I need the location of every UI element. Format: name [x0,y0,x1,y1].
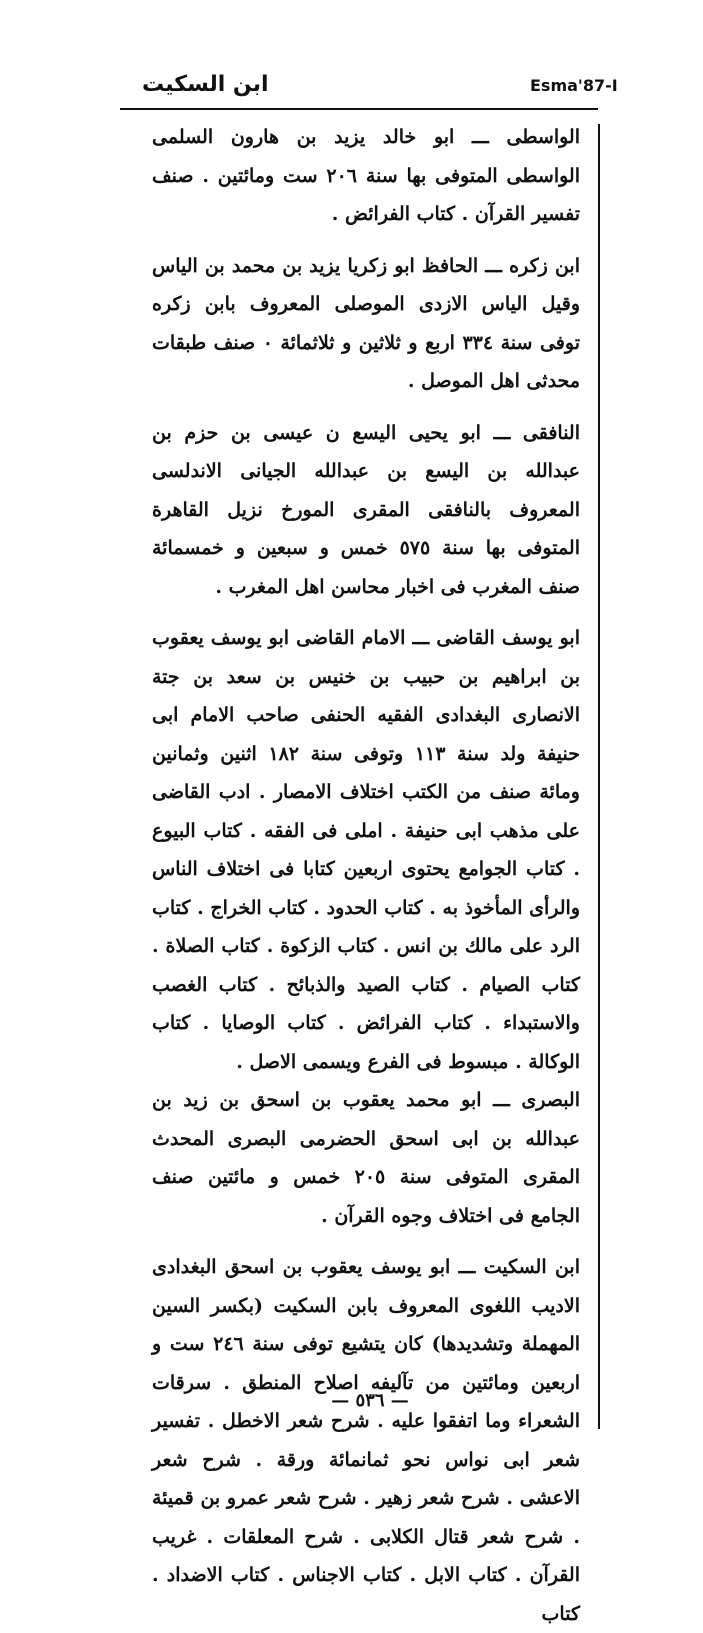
header-rule [120,108,598,110]
entry-basri: البصرى ـــ ابو محمد يعقوب بن اسحق بن زيد بن عبدالله بن ابى اسحق الحضرمى البصرى المحدث المقرى المتوفى سنة ٢٠٥ خمس و مائتين صنف الجامع فى اختلاف وجوه القرآن . [152,1089,580,1227]
entry-abu-yusuf-qadi: ابو يوسف القاضى ـــ الامام القاضى ابو يوسف يعقوب بن ابراهيم بن حبيب بن خنيس بن سعد بن جتة الانصارى البغدادى الفقيه الحنفى صاحب الامام ابى حنيفة ولد سنة ١١٣ وتوفى سنة ١٨٢ اثنين وثمانين ومائة صنف من الكتب اختلاف الامصار . ادب القاضى على مذهب ابى حنيفة . املى فى الفقه . كتاب البيوع . كتاب الجوامع يحتوى اربعين كتابا فى اختلاف الناس والرأى المأخوذ به . كتاب الحدود . كتاب الخراج . كتاب الرد على مالك بن انس . كتاب الزكوة . كتاب الصلاة . كتاب الصيام . كتاب الصيد والذبائح . كتاب الغصب والاستبداء . كتاب الفرائض . كتاب الوصايا . كتاب الوكالة . مبسوط فى الفرع ويسمى الاصل . [152,627,580,1073]
entry-ibn-sikkit: ابن السكيت ـــ ابو يوسف يعقوب بن اسحق البغدادى الاديب اللغوى المعروف بابن السكيت (بكسر السين المهملة وتشديدها) كان يتشيع توفى سنة ٢٤٦ ست و اربعين ومائتين من تآليفه اصلاح المنطق . سرقات الشعراء وما اتفقوا عليه . شرح شعر الاخطل . تفسير شعر ابى نواس نحو ثمانمائة ورقة . شرح شعر الاعشى . شرح شعر زهير . شرح شعر عمرو بن قميئة . شرح شعر قتال الكلابى . شرح المعلقات . غريب القرآن . كتاب الابل . كتاب الاجناس . كتاب الاضداد . كتاب [152,1256,581,1625]
entry-nafiqi: النافقى ـــ ابو يحيى اليسع ن عيسى بن حزم بن عبدالله بن اليسع بن عبدالله الجيانى الاندلسى المعروف بالنافقى المقرى المورخ نزيل القاهرة المتوفى بها سنة ٥٧٥ خمس و سبعين و خمسمائة صنف المغرب فى اخبار محاسن اهل المغرب . [152,421,580,598]
running-head-code: Esma'87-I [530,76,618,95]
margin-rule [598,124,600,1429]
entry-ibn-zakara: ابن زكره ـــ الحافظ ابو زكريا يزيد بن محمد بن الياس وقيل الياس الازدى الموصلى المعروف بابن زكره توفى سنة ٣٣٤ اربع و ثلاثين و ثلاثمائة ٠ صنف طبقات محدثى اهل الموصل . [152,254,580,392]
entry-wasiti: الواسطى ـــ ابو خالد يزيد بن هارون السلمى الواسطى المتوفى بها سنة ٢٠٦ ست ومائتين . صنف تفسير القرآن . كتاب الفرائض . [152,126,580,225]
page-number: — ٥٣٦ — [331,1390,409,1411]
running-head-title: ابن السكيت [142,72,269,97]
